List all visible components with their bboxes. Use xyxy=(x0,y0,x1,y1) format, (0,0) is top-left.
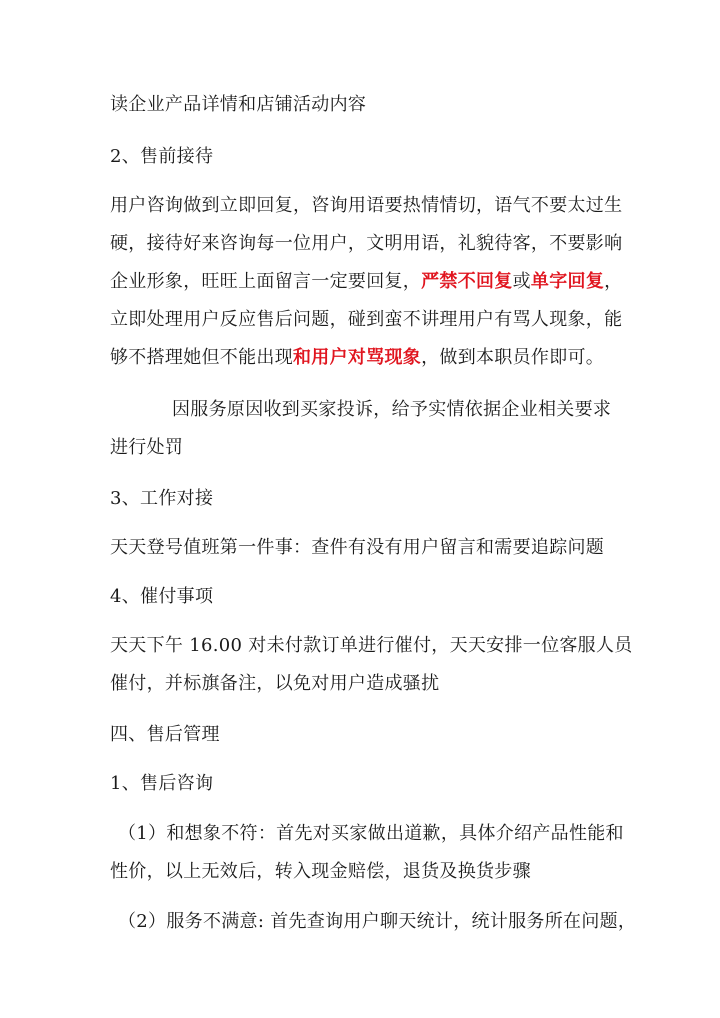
highlight-single-word-reply: 单字回复 xyxy=(530,271,605,292)
presale-line-5-text-a: 够不搭理她但不能出现 xyxy=(110,347,293,368)
penalty-line-1: 因服务原因收到买家投诉，给予实情依据企业相关要求 xyxy=(172,399,612,420)
presale-line-3-text-a: 企业形象，旺旺上面留言一定要回复， xyxy=(110,271,422,292)
presale-line-5 xyxy=(110,346,604,370)
heading-aftersale: 四、售后管理 xyxy=(110,724,220,745)
heading-work-handover: 3、工作对接 xyxy=(110,488,214,509)
intro-line: 读企业产品详情和店铺活动内容 xyxy=(110,94,367,115)
penalty-line-2: 进行处罚 xyxy=(110,437,184,458)
presale-line-4: 立即处理用户反应售后问题，碰到蛮不讲理用户有骂人现象，能 xyxy=(110,309,623,330)
work-line-1: 天天登号值班第一件事：查件有没有用户留言和需要追踪问题 xyxy=(110,537,605,558)
presale-line-3-or: 或 xyxy=(512,271,531,292)
presale-line-5-text-b: ，做到本职员作即可。 xyxy=(421,347,605,368)
highlight-no-reply: 严禁不回复 xyxy=(421,271,513,292)
presale-line-2: 硬，接待好来咨询每一位用户，文明用语，礼貌待客，不要影响 xyxy=(110,233,623,254)
consult-item-2-line-1: （2）服务不满意: 首先查询用户聊天统计，统计服务所在问题， xyxy=(118,911,637,932)
urge-line-1: 天天下午 16.00 对未付款订单进行催付，天天安排一位客服人员 xyxy=(110,635,633,656)
consult-item-1-line-1: （1）和想象不符：首先对买家做出道歉，具体介绍产品性能和 xyxy=(118,823,624,844)
urge-line-2: 催付，并标旗备注，以免对用户造成骚扰 xyxy=(110,673,440,694)
presale-line-3-text-b: ， xyxy=(604,271,623,292)
heading-payment-reminder: 4、催付事项 xyxy=(110,586,214,607)
presale-line-3 xyxy=(110,270,622,294)
highlight-no-quarrel: 和用户对骂现象 xyxy=(293,347,422,368)
heading-aftersale-consult: 1、售后咨询 xyxy=(110,773,214,794)
consult-item-1-line-2: 性价，以上无效后，转入现金赔偿，退货及换货步骤 xyxy=(110,861,531,882)
heading-presale: 2、售前接待 xyxy=(110,146,214,167)
presale-line-1: 用户咨询做到立即回复，咨询用语要热情情切，语气不要太过生 xyxy=(110,195,623,216)
